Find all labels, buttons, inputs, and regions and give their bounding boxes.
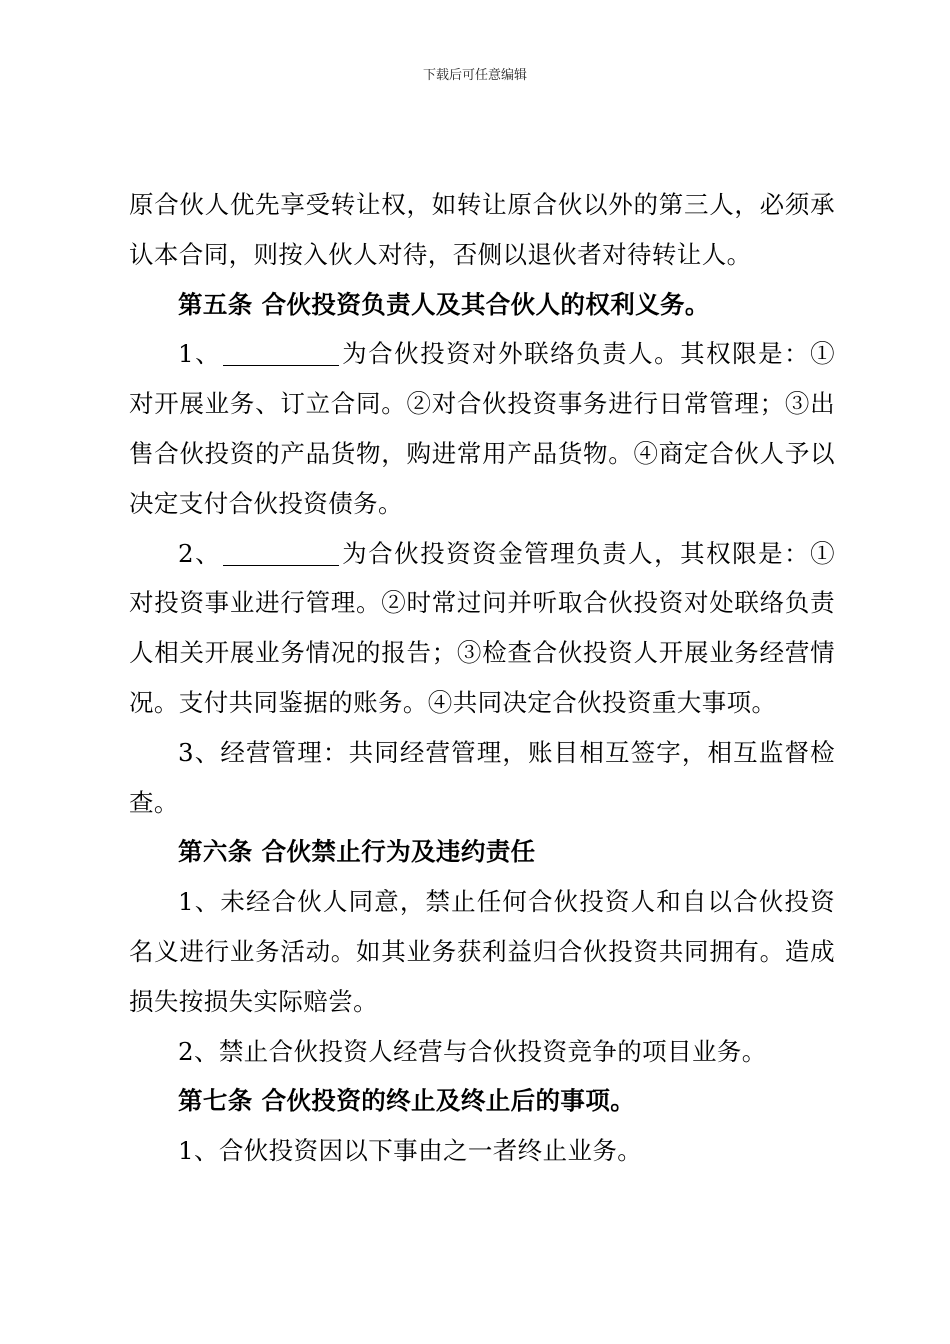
paragraph-transfer: 原合伙人优先享受转让权，如转让原合伙以外的第三人，必须承认本合同，则按入伙人对待，否侧以退伙者对待转让人。: [129, 190, 835, 269]
article-5-item-1: [129, 329, 835, 528]
blank-underline: [223, 543, 339, 566]
document-body: [129, 180, 835, 1176]
article-7-heading: 第七条 合伙投资的终止及终止后的事项。: [178, 1086, 636, 1116]
article-5-item-3: 3、经营管理：共同经营管理，账目相互签字，相互监督检查。: [129, 737, 835, 817]
article-5-item-2: [129, 529, 835, 728]
article-6-item-2: 2、禁止合伙投资人经营与合伙投资竞争的项目业务。: [178, 1036, 767, 1066]
blank-underline: [223, 343, 339, 366]
article-6-heading: 第六条 合伙禁止行为及违约责任: [178, 837, 536, 867]
item-number: 1、: [178, 339, 222, 369]
item-text: 为合伙投资资金管理负责人，其权限是：①对投资事业进行管理。②时常过问并听取合伙投资对处联络负责人相关开展业务情况的报告；③检查合伙投资人开展业务经营情况。支付共同鉴据的账务。④共同决定合伙投资重大事项。: [129, 538, 835, 717]
page-header: 下载后可任意编辑: [422, 68, 527, 83]
article-5-heading: 第五条 合伙投资负责人及其合伙人的权利义务。: [178, 289, 710, 319]
item-number: 2、: [178, 538, 222, 568]
item-text: 为合伙投资对外联络负责人。其权限是：①对开展业务、订立合同。②对合伙投资事务进行日常管理；③出售合伙投资的产品货物，购进常用产品货物。④商定合伙人予以决定支付合伙投资债务。: [129, 339, 835, 518]
article-7-item-1: 1、合伙投资因以下事由之一者终止业务。: [178, 1136, 643, 1166]
article-6-item-1: 1、未经合伙人同意，禁止任何合伙投资人和自以合伙投资名义进行业务活动。如其业务获利益归合伙投资共同拥有。造成损失按损失实际赔尝。: [129, 887, 835, 1016]
